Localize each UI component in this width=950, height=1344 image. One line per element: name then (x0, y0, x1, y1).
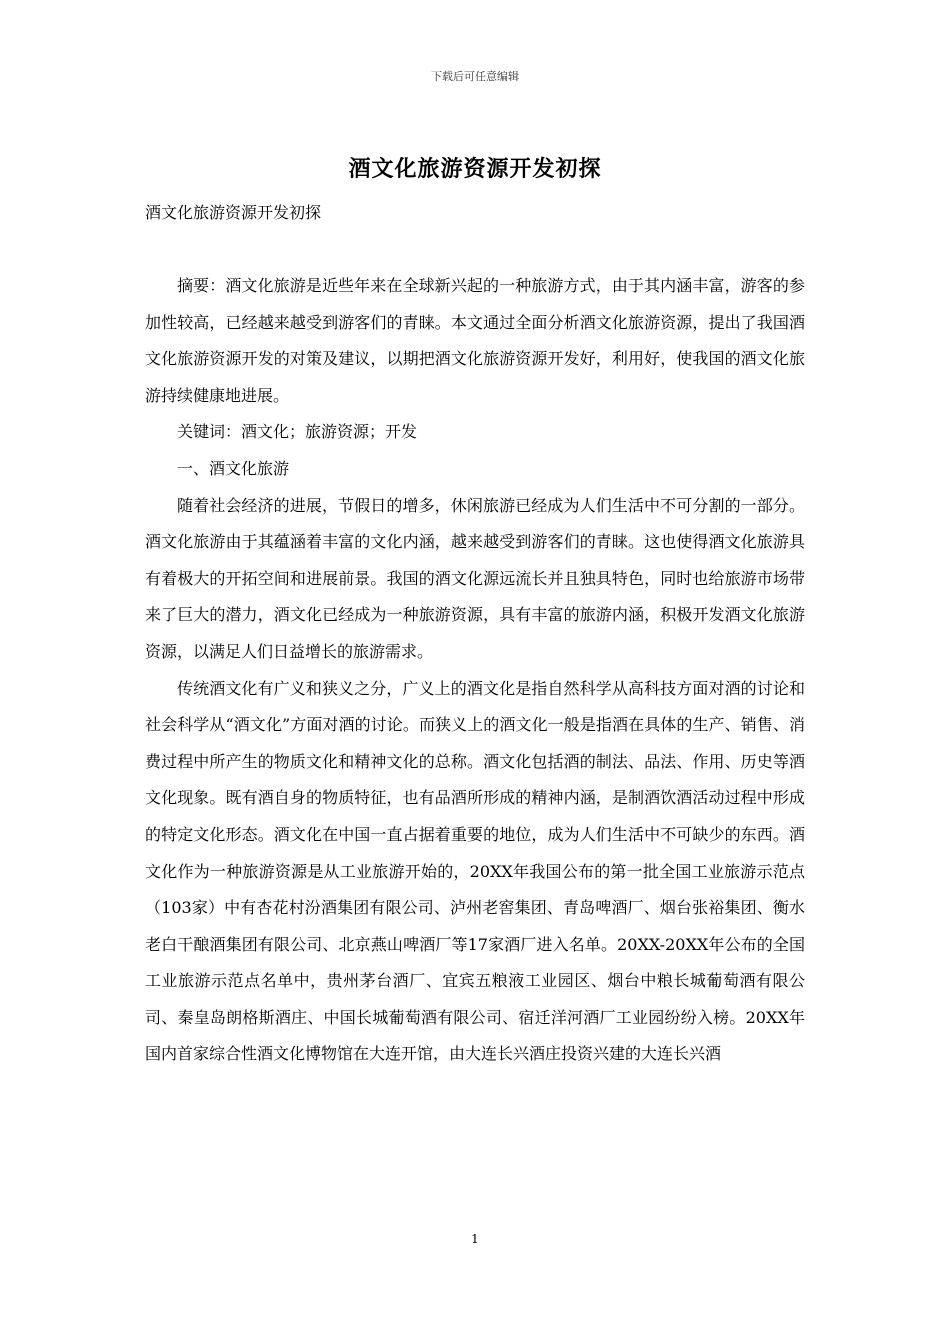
document-subtitle: 酒文化旅游资源开发初探 (145, 203, 322, 222)
body-paragraph: 随着社会经济的进展，节假日的增多，休闲旅游已经成为人们生活中不可分割的一部分。酒文化旅游由于其蕴涵着丰富的文化内涵，越来越受到游客们的青睐。这也使得酒文化旅游具有着极大的开拓空间和进展前景。我国的酒文化源远流长并且独具特色，同时也给旅游市场带来了巨大的潜力，酒文化已经成为一种旅游资源，具有丰富的旅游内涵，积极开发酒文化旅游资源，以满足人们日益增长的旅游需求。 (145, 495, 805, 661)
page-number: 1 (471, 1232, 479, 1246)
page-header-note: 下载后可任意编辑 (431, 70, 519, 83)
abstract-paragraph: 摘要：酒文化旅游是近些年来在全球新兴起的一种旅游方式，由于其内涵丰富，游客的参加性较高，已经越来越受到游客们的青睐。本文通过全面分析酒文化旅游资源，提出了我国酒文化旅游资源开发的对策及建议，以期把酒文化旅游资源开发好，利用好，使我国的酒文化旅游持续健康地进展。 (145, 276, 805, 405)
body-paragraph: 传统酒文化有广义和狭义之分，广义上的酒文化是指自然科学从高科技方面对酒的讨论和社会科学从“酒文化”方面对酒的讨论。而狭义上的酒文化一般是指酒在具体的生产、销售、消费过程中所产生的物质文化和精神文化的总称。酒文化包括酒的制法、品法、作用、历史等酒文化现象。既有酒自身的物质特征，也有品酒所形成的精神内涵，是制酒饮酒活动过程中形成的特定文化形态。酒文化在中国一直占据着重要的地位，成为人们生活中不可缺少的东西。酒文化作为一种旅游资源是从工业旅游开始的，20XX年我国公布的第一批全国工业旅游示范点（103家）中有杏花村汾酒集团有限公司、泸州老窖集团、青岛啤酒厂、烟台张裕集团、衡水老白干酿酒集团有限公司、北京燕山啤酒厂等17家酒厂进入名单。20XX-20XX年公布的全国工业旅游示范点名单中，贵州茅台酒厂、宜宾五粮液工业园区、烟台中粮长城葡萄酒有限公司、秦皇岛朗格斯酒庄、中国长城葡萄酒有限公司、宿迁洋河酒厂工业园纷纷入榜。20XX年国内首家综合性酒文化博物馆在大连开馆，由大连长兴酒庄投资兴建的大连长兴酒 (145, 678, 805, 1064)
document-body (145, 268, 805, 1073)
section-heading: 一、酒文化旅游 (177, 458, 290, 478)
keywords-paragraph: 关键词：酒文化；旅游资源；开发 (177, 422, 418, 442)
document-title: 酒文化旅游资源开发初探 (348, 156, 602, 182)
